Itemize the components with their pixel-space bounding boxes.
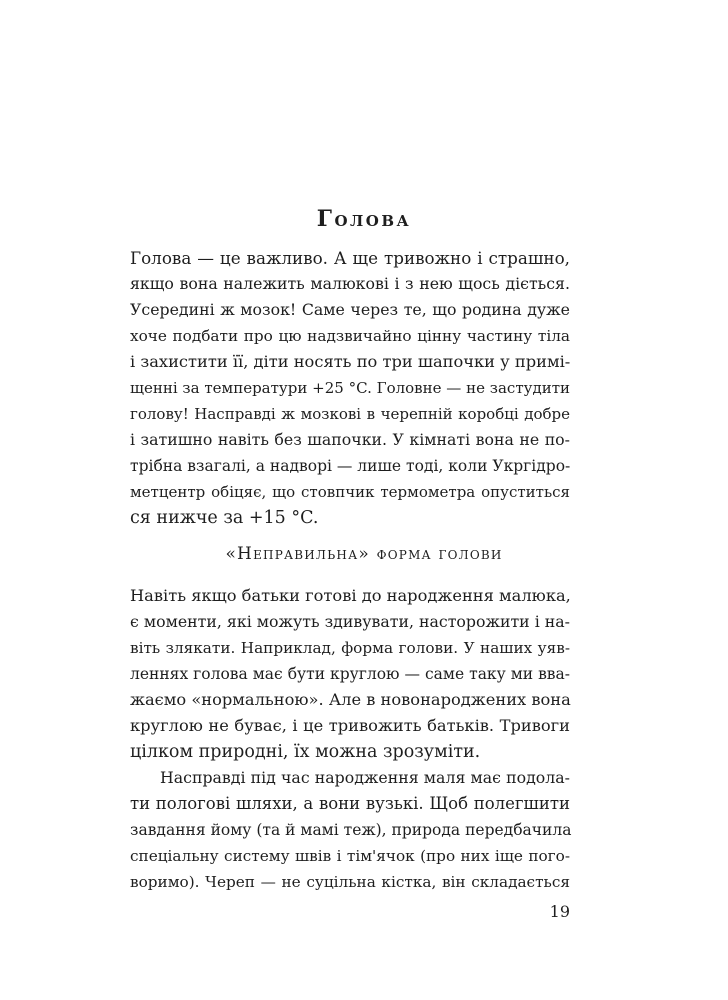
paragraph-2-line: круглою не буває, і це тривожить батьків. Тривоги <box>130 716 570 735</box>
paragraph-2-line: Навіть якщо батьки готові до народження малюка, <box>130 586 571 605</box>
paragraph-1-line: голову! Насправді ж мозкові в черепній коробці добре <box>130 405 570 423</box>
paragraph-1-line: якщо вона належить малюкові і з нею щось діється. <box>130 274 570 293</box>
chapter-title: Голова <box>316 206 412 232</box>
paragraph-3-line: воримо). Череп — не суцільна кістка, він складається <box>130 873 570 891</box>
paragraph-2-line: є моменти, які можуть здивувати, насторожити і на- <box>130 612 570 631</box>
paragraph-1-line: Голова — це важливо. А ще тривожно і страшно, <box>130 248 570 268</box>
section-title: «Неправильна» форма голови <box>225 544 503 564</box>
paragraph-3-line: Насправді під час народження маля має подола- <box>160 768 570 787</box>
paragraph-1-line: і затишно навіть без шапочки. У кімнаті вона не по- <box>130 430 570 449</box>
paragraph-1-line: щенні за температури +25 °C. Головне — не застудити <box>130 379 570 397</box>
paragraph-1-line: метцентр обіцяє, що стовпчик термометра опуститься <box>130 483 570 501</box>
paragraph-3-line: завдання йому (та й мамі теж), природа передбачила <box>130 821 572 839</box>
paragraph-3-line: спеціальну систему швів і тім'ячок (про них іще пого- <box>130 847 570 865</box>
paragraph-2-line: жаємо «нормальною». Але в новонароджених вона <box>130 690 571 709</box>
page-number: 19 <box>549 902 570 921</box>
paragraph-2-line: цілком природні, їх можна зрозуміти. <box>130 742 481 762</box>
paragraph-2-line: леннях голова має бути круглою — саме таку ми вва- <box>130 665 570 683</box>
paragraph-2-line: віть злякати. Наприклад, форма голови. У наших уяв- <box>130 639 570 657</box>
paragraph-1-line: трібна взагалі, а надворі — лише тоді, коли Укргідро- <box>130 457 571 475</box>
paragraph-1-line: і захистити її, діти носять по три шапочки у примі- <box>130 352 571 371</box>
paragraph-1-line: ся нижче за +15 °C. <box>130 508 319 528</box>
paragraph-1-line: хоче подбати про цю надзвичайно цінну частину тіла <box>130 327 570 345</box>
paragraph-3-line: ти пологові шляхи, а вони вузькі. Щоб полегшити <box>130 794 570 813</box>
paragraph-1-line: Усередині ж мозок! Саме через те, що родина дуже <box>130 300 570 319</box>
